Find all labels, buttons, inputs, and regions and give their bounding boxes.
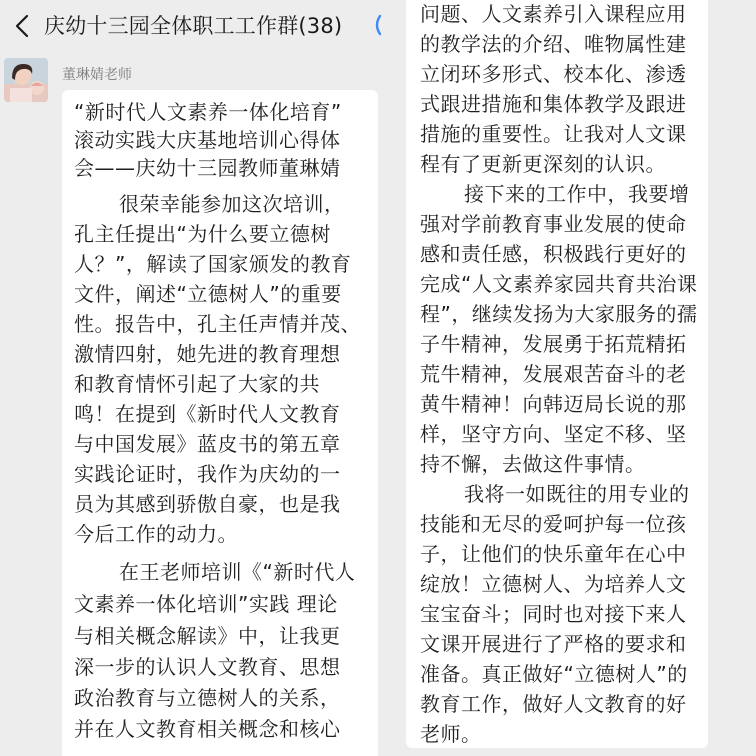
message-text-line: 会——庆幼十三园教师董琳婧 <box>74 156 341 180</box>
message-text-line: 文件，阐述“立德树人”的重要 <box>74 282 342 306</box>
partial-status-icon <box>370 12 384 38</box>
message-text-line: 措施的重要性。让我对人文课 <box>420 122 687 146</box>
message-text-line: 感和责任感，积极践行更好的 <box>420 242 687 266</box>
message-text-line: 并在人文教育相关概念和核心 <box>74 717 341 741</box>
message-text-line: 人？”，解读了国家颁发的教育 <box>74 252 352 276</box>
message-text-line: 政治教育与立德树人的关系， <box>74 686 341 710</box>
message-text-line: 鸣！在提到《新时代人文教育 <box>74 402 341 426</box>
message-text-line: 子，让他们的快乐童年在心中 <box>420 542 687 566</box>
message-text-line: 持不懈，去做这件事情。 <box>420 452 646 476</box>
message-text-line: 员为其感到骄傲自豪，也是我 <box>74 492 341 516</box>
chevron-left-icon[interactable] <box>8 8 36 44</box>
message-text-line: 样，坚守方向、坚定不移、坚 <box>420 422 687 446</box>
message-text-line: 文课开展进行了严格的要求和 <box>420 632 687 656</box>
chat-header <box>0 0 392 52</box>
message-text-line: 黄牛精神！向韩迈局长说的那 <box>420 392 687 416</box>
message-text-line: 我将一如既往的用专业的 <box>464 482 690 506</box>
message-text-line: 准备。真正做好“立德树人”的 <box>420 662 688 686</box>
message-text-line: 老师。 <box>420 722 482 746</box>
message-text-line: 绽放！立德树人、为培养人文 <box>420 572 687 596</box>
message-text-line: 的教学法的介绍、唯物属性建 <box>420 32 687 56</box>
message-text-line: 问题、人文素养引入课程应用 <box>420 2 687 26</box>
message-text-line: 滚动实践大庆基地培训心得体 <box>74 128 341 152</box>
message-text-line: 孔主任提出“为什么要立德树 <box>74 222 331 246</box>
message-text-line: 程有了更新更深刻的认识。 <box>420 152 666 176</box>
avatar[interactable] <box>4 58 48 102</box>
message-text-line: 子牛精神，发展勇于拓荒精拓 <box>420 332 687 356</box>
message-text-line: “新时代人文素养一体化培育” <box>74 100 342 124</box>
message-text-line: 完成“人文素养家园共育共治课 <box>420 272 698 296</box>
message-text-line: 与相关概念解读》中，让我更 <box>74 624 341 648</box>
message-text-line: 性。报告中，孔主任声情并茂、 <box>74 312 361 336</box>
message-text-line: 程”，继续发扬为大家服务的孺 <box>420 302 698 326</box>
message-text-line: 很荣幸能参加这次培训， <box>119 192 345 216</box>
message-text-line: 接下来的工作中，我要增 <box>464 182 690 206</box>
message-text-line: 实践论证时，我作为庆幼的一 <box>74 462 341 486</box>
chat-title: 庆幼十三园全体职工工作群(38) <box>44 14 343 38</box>
message-text-line: 技能和无尽的爱呵护每一位孩 <box>420 512 687 536</box>
message-text-line: 深一步的认识人文教育、思想 <box>74 655 341 679</box>
message-text-line: 荒牛精神，发展艰苦奋斗的老 <box>420 362 687 386</box>
message-text-line: 今后工作的动力。 <box>74 522 238 546</box>
message-bubble-continued[interactable] <box>406 0 708 748</box>
message-text-line: 在王老师培训《“新时代人 <box>119 560 356 584</box>
message-text-line: 激情四射，她先进的教育理想 <box>74 342 341 366</box>
sender-name: 董琳婧老师 <box>62 67 132 83</box>
message-text-line: 和教育情怀引起了大家的共 <box>74 372 320 396</box>
message-text-line: 式跟进措施和集体教学及跟进 <box>420 92 687 116</box>
message-text-line: 强对学前教育事业发展的使命 <box>420 212 687 236</box>
message-text-line: 宝宝奋斗；同时也对接下来人 <box>420 602 687 626</box>
message-text-line: 文素养一体化培训”实践 理论 <box>74 592 338 616</box>
message-bubble[interactable] <box>62 90 378 756</box>
message-text-line: 与中国发展》蓝皮书的第五章 <box>74 432 341 456</box>
message-text-line: 立闭环多形式、校本化、渗透 <box>420 62 687 86</box>
message-text-line: 教育工作，做好人文教育的好 <box>420 692 687 716</box>
